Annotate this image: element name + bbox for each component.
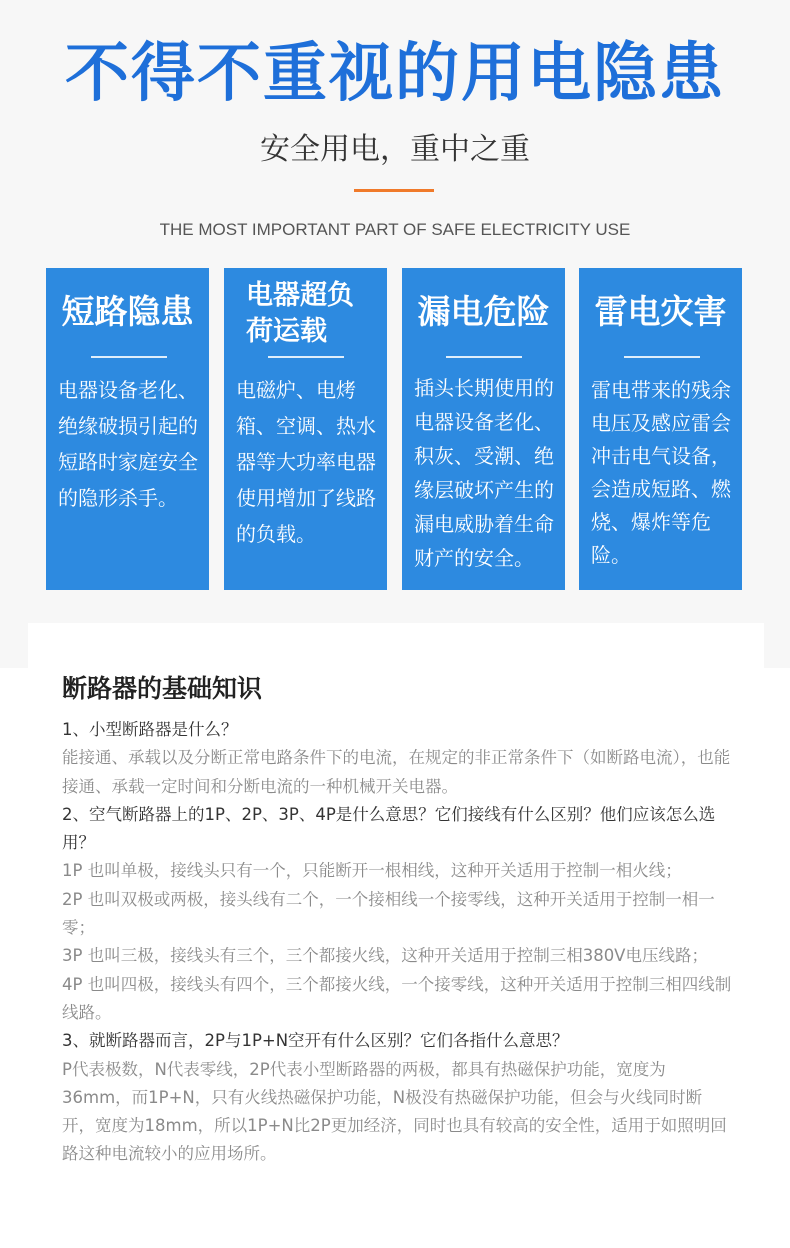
page-title: 不得不重视的用电隐患 (65, 37, 725, 111)
card-body: 雷电带来的残余电压及感应雷会冲击电气设备，会造成短路、燃烧、爆炸等危险。 (591, 378, 731, 567)
knowledge-content (62, 716, 732, 1169)
card-divider (446, 356, 522, 358)
question-1: 1、小型断路器是什么？ (62, 720, 238, 739)
card-short-circuit (46, 268, 209, 590)
card-body: 电磁炉、电烤箱、空调、热水器等大功率电器使用增加了线路的负载。 (236, 378, 376, 546)
card-body: 电器设备老化、绝缘破损引起的短路时家庭安全的隐形杀手。 (58, 378, 198, 510)
card-title: 漏电危险 (417, 292, 550, 331)
answer-2-4p: 4P 也叫四极，接线头有四个，三个都接火线，一个接零线，这种开关适用于控制三相四线制线路。 (62, 974, 732, 1022)
card-title: 雷电灾害 (594, 292, 727, 331)
answer-3: P代表极数，N代表零线，2P代表小型断路器的两极，都具有热磁保护功能，宽度为36mm，而1P+N，只有火线热磁保护功能，N极没有热磁保护功能，但会与火线同时断开，宽度为18mm，所以1P+N比2P更加经济，同时也具有较高的安全性，适用于如照明回路这种电流较小的应用场所。 (62, 1059, 727, 1164)
knowledge-title: 断路器的基础知识 (62, 674, 263, 703)
card-title: 短路隐患 (61, 292, 194, 331)
card-divider (91, 356, 167, 358)
answer-2-3p: 3P 也叫三极，接线头有三个，三个都接火线，这种开关适用于控制三相380V电压线路； (62, 946, 708, 966)
card-divider (268, 356, 344, 358)
orange-divider (354, 189, 434, 192)
english-subtitle: THE MOST IMPORTANT PART OF SAFE ELECTRICITY USE (159, 220, 631, 239)
card-divider (624, 356, 700, 358)
question-2: 2、空气断路器上的1P、2P、3P、4P是什么意思？它们接线有什么区别？他们应该怎么选用？ (62, 804, 716, 853)
card-overload (224, 268, 387, 590)
answer-2-1p: 1P 也叫单极，接线头只有一个，只能断开一根相线，这种开关适用于控制一相火线； (62, 861, 682, 881)
card-lightning (579, 268, 742, 590)
knowledge-panel-top (28, 623, 764, 668)
answer-1: 能接通、承载以及分断正常电路条件下的电流，在规定的非正常条件下（如断路电流），也能接通、承载一定时间和分断电流的一种机械开关电器。 (62, 748, 731, 796)
card-title: 电器超负荷运载 (246, 280, 354, 347)
card-body: 插头长期使用的电器设备老化、积灰、受潮、绝缘层破坏产生的漏电威胁着生命财产的安全。 (414, 376, 554, 570)
question-3: 3、就断路器而言，2P与1P+N空开有什么区别？它们各指什么意思？ (62, 1031, 569, 1051)
card-leakage (402, 268, 565, 590)
answer-2-2p: 2P 也叫双极或两极，接头线有二个，一个接相线一个接零线，这种开关适用于控制一相一零； (62, 889, 715, 938)
page-subtitle: 安全用电，重中之重 (260, 132, 530, 167)
